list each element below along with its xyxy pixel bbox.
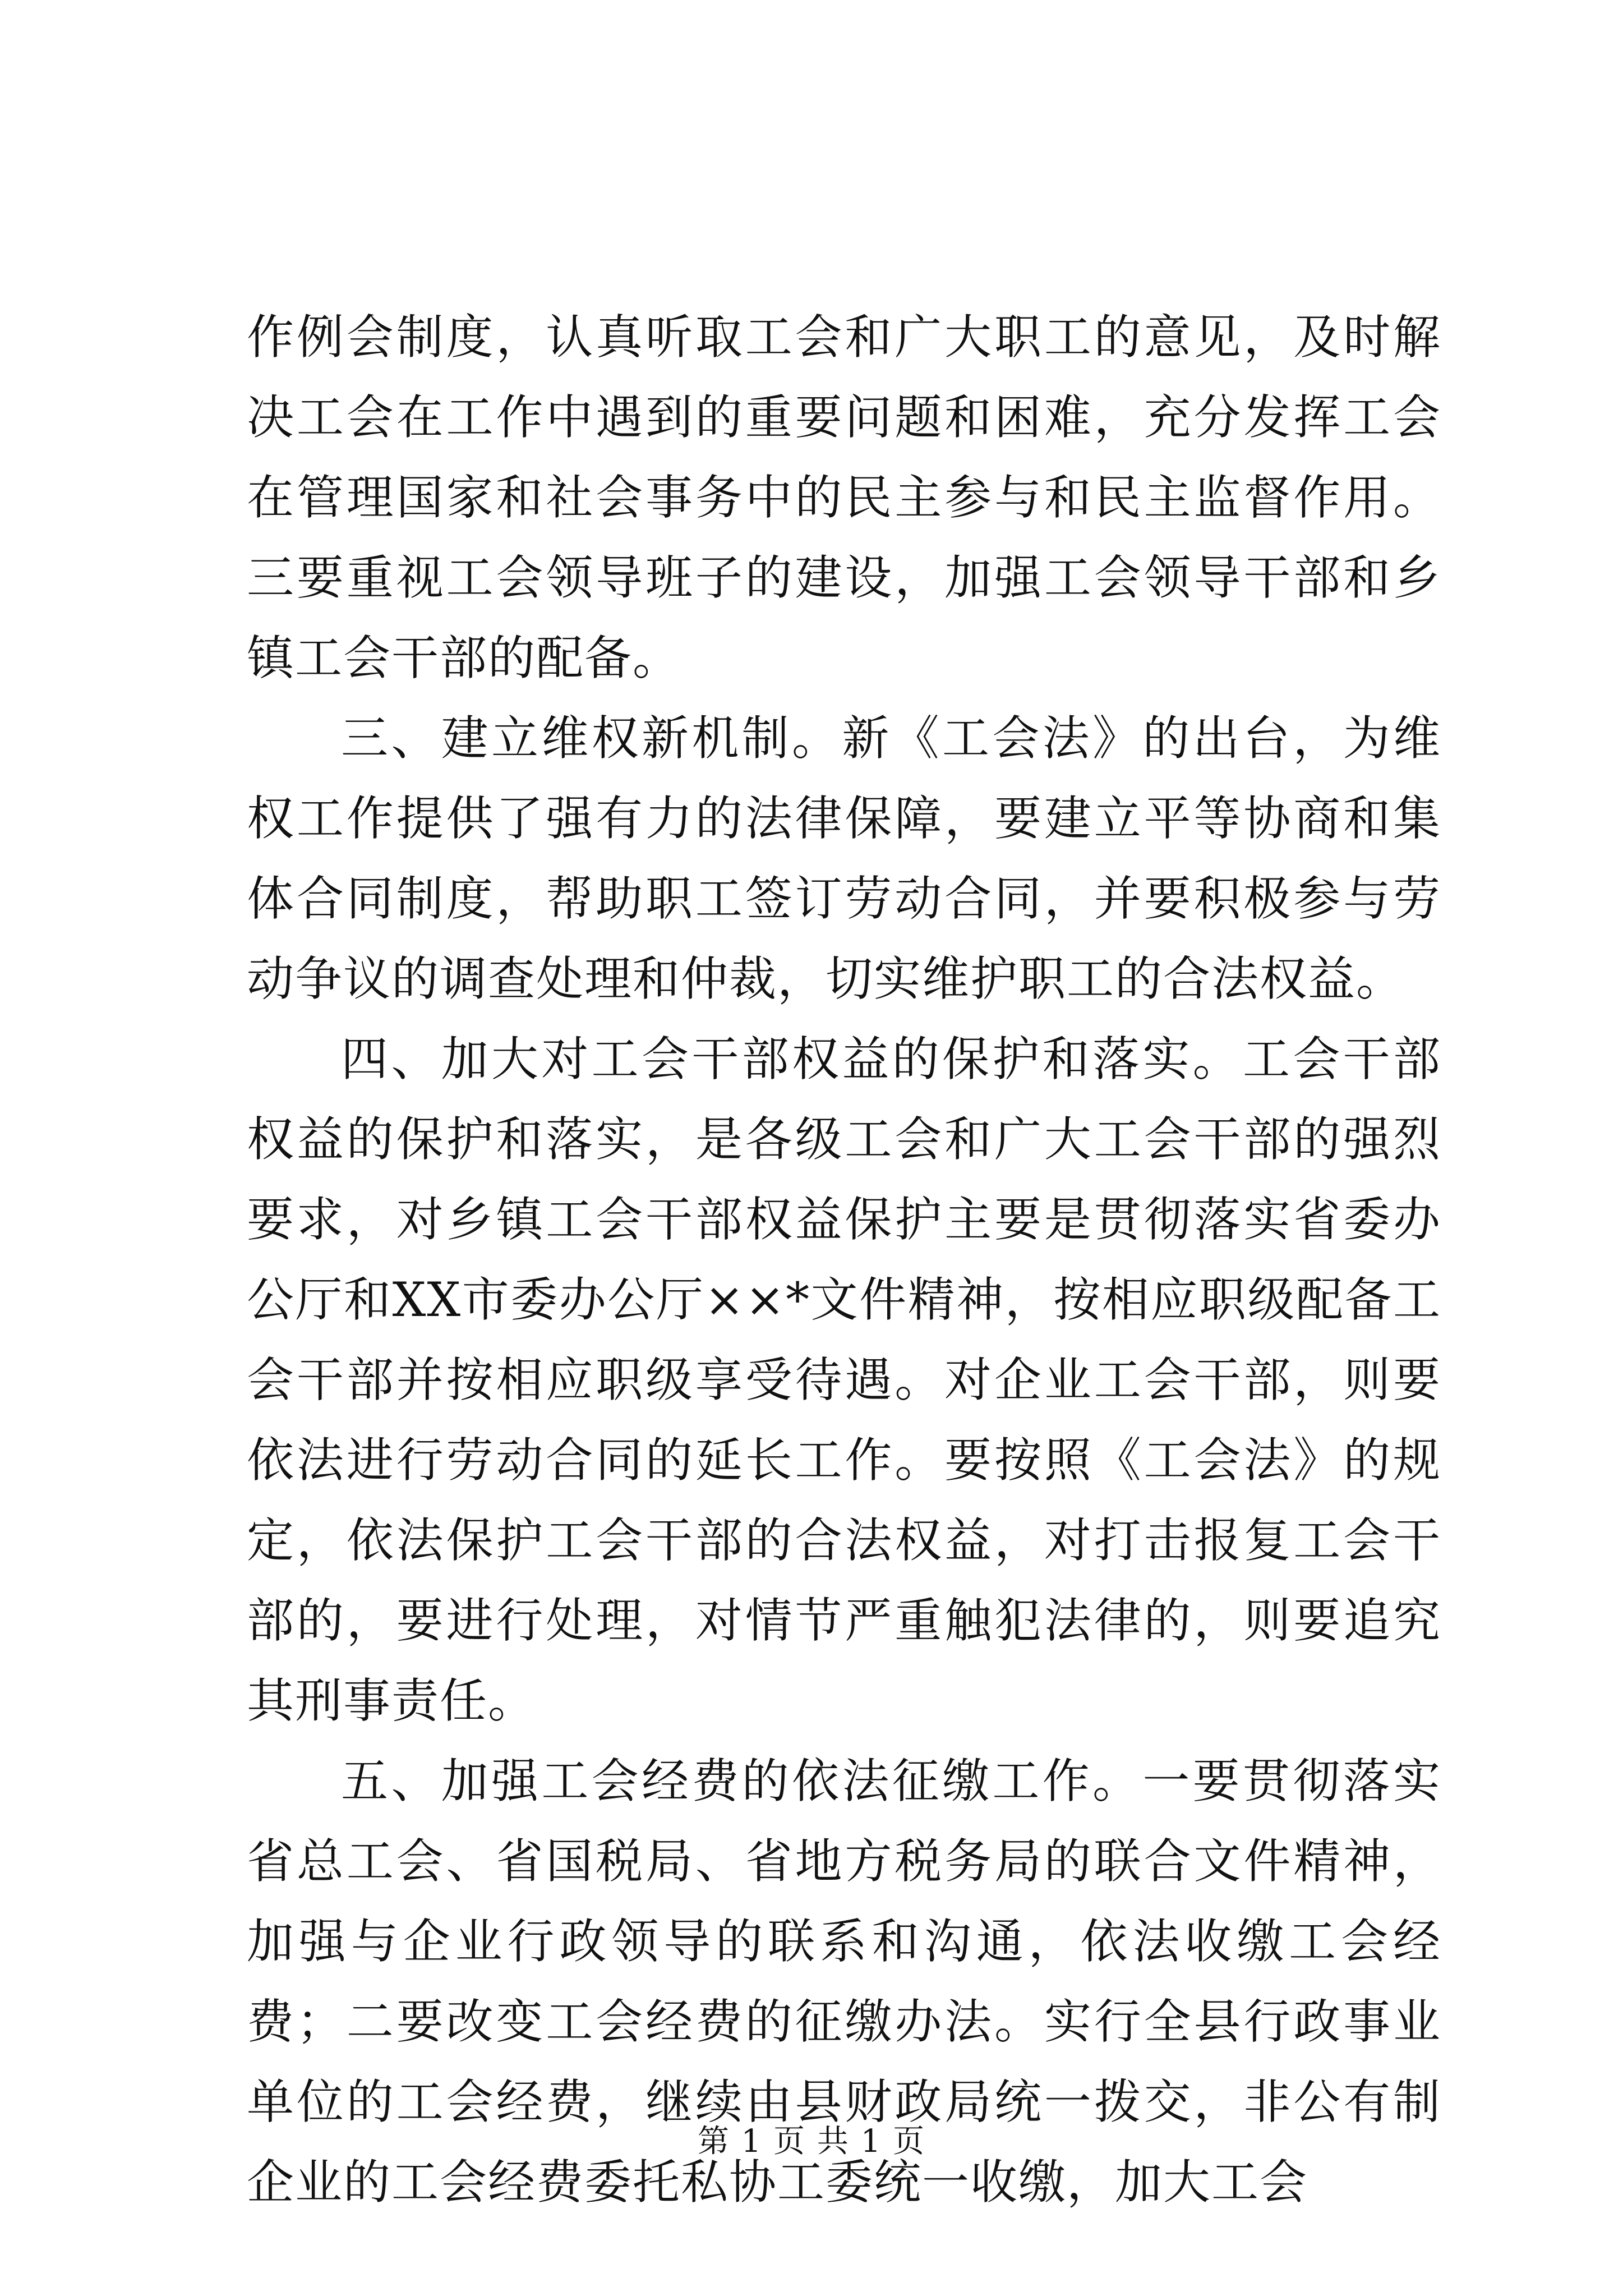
- paragraph-section-three: 三、建立维权新机制。新《工会法》的出台，为维权工作提供了强有力的法律保障，要建立平等协商和集体合同制度，帮助职工签订劳动合同，并要积极参与劳动争议的调查处理和仲裁，切实维护职工的合法权益。: [247, 711, 1441, 1006]
- paragraph-section-five: 五、加强工会经费的依法征缴工作。一要贯彻落实省总工会、省国税局、省地方税务局的联合文件精神，加强与企业行政领导的联系和沟通，依法收缴工会经费；二要改变工会经费的征缴办法。实行全县行政事业单位的工会经费，继续由县财政局统一拨交，非公有制企业的工会经费委托私协工委统一收缴，加大工会: [247, 1754, 1441, 2210]
- document-body: [247, 297, 1441, 2223]
- paragraph-section-four: 四、加大对工会干部权益的保护和落实。工会干部权益的保护和落实，是各级工会和广大工会干部的强烈要求，对乡镇工会干部权益保护主要是贯彻落实省委办公厅和XX市委办公厅××*文件精神，按相应职级配备工会干部并按相应职级享受待遇。对企业工会干部，则要依法进行劳动合同的延长工作。要按照《工会法》的规定，依法保护工会干部的合法权益，对打击报复工会干部的，要进行处理，对情节严重触犯法律的，则要追究其刑事责任。: [247, 1032, 1441, 1728]
- page-footer: 第 1 页 共 1 页: [697, 2123, 926, 2160]
- paragraph-continuation: 作例会制度，认真听取工会和广大职工的意见，及时解决工会在工作中遇到的重要问题和困难，充分发挥工会在管理国家和社会事务中的民主参与和民主监督作用。三要重视工会领导班子的建设，加强工会领导干部和乡镇工会干部的配备。: [247, 310, 1441, 685]
